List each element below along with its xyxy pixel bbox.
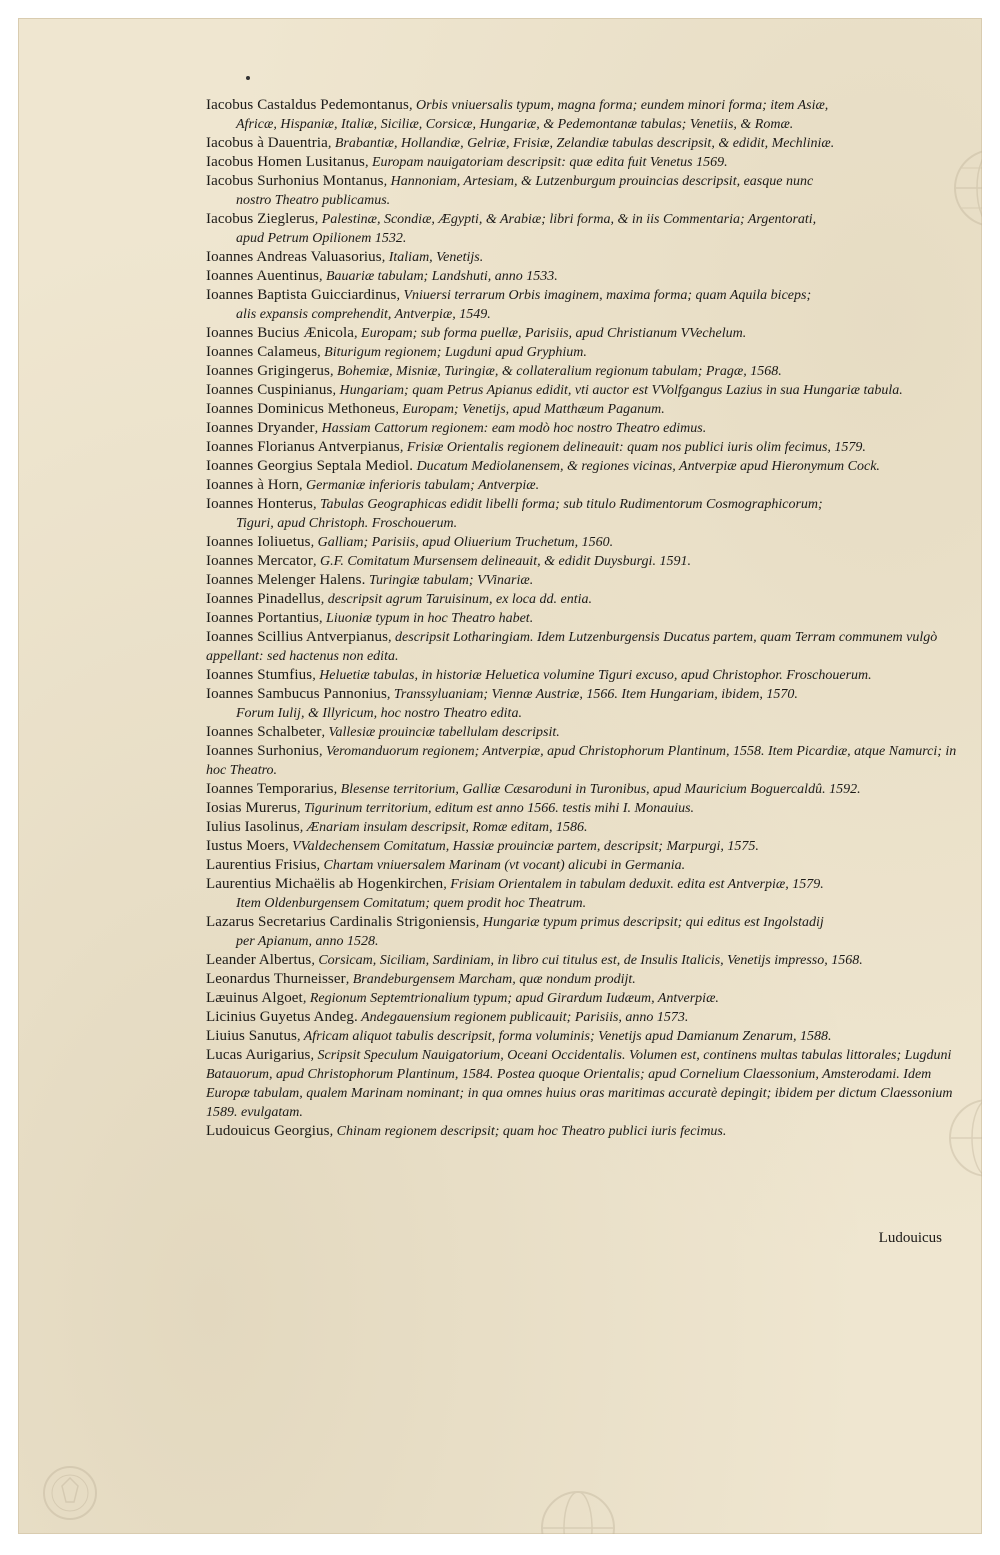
author-entry: [206, 134, 966, 153]
author-name: Ioannes Pinadellus: [206, 591, 321, 607]
author-name: Iacobus Zieglerus: [206, 211, 315, 227]
author-name: Lazarus Secretarius Cardinalis Strigoniensis: [206, 914, 476, 930]
description-continuation: Forum Iulij, & Illyricum, hoc nostro Theatro edita.: [236, 706, 522, 721]
map-description: , Regionum Septemtrionalium typum; apud Girardum Iudæum, Antverpiæ.: [302, 991, 719, 1006]
author-entry: [206, 1027, 966, 1046]
description-continuation: Item Oldenburgensem Comitatum; quem prodit hoc Theatrum.: [236, 896, 587, 911]
author-name: Læuinus Algoet: [206, 990, 303, 1006]
map-description: , Brandeburgensem Marcham, quæ nondum prodijt.: [345, 972, 636, 987]
author-entry: [206, 267, 966, 286]
author-entry: [206, 552, 966, 571]
author-name: Iacobus Homen Lusitanus: [206, 154, 365, 170]
author-entry: [206, 590, 966, 609]
author-entry: [206, 780, 966, 799]
map-description: , Galliam; Parisiis, apud Oliuerium Truchetum, 1560.: [310, 535, 614, 550]
author-entry: [206, 1122, 966, 1141]
map-description: , VValdechensem Comitatum, Hassiæ prouinciæ partem, descripsit; Marpurgi, 1575.: [285, 839, 759, 854]
catchword: Ludouicus: [878, 1230, 942, 1246]
author-entry: [206, 248, 966, 267]
author-name: Ioannes Andreas Valuasorius: [206, 249, 382, 265]
author-entry: [206, 628, 966, 666]
author-entry: [206, 609, 966, 628]
map-description: , Chartam vniuersalem Marinam (vt vocant) alicubi in Germania.: [316, 858, 686, 873]
description-continuation: Tiguri, apud Christoph. Froschouerum.: [236, 516, 458, 531]
map-description: Andegauensium regionem publicauit; Parisiis, anno 1573.: [357, 1010, 689, 1025]
author-entry: [206, 457, 966, 476]
author-name: Ioannes Calameus: [206, 344, 318, 360]
author-name: Ioannes Scillius Antverpianus: [206, 629, 389, 645]
ink-dot: [246, 76, 250, 80]
author-name: Iustus Moers: [206, 838, 286, 854]
author-entry: [206, 742, 966, 780]
author-entry: [206, 286, 966, 324]
author-name: Iulius Iasolinus: [206, 819, 300, 835]
map-description: , Brabantiæ, Hollandiæ, Gelriæ, Frisiæ, Zelandiæ tabulas descripsit, & edidit, Mechliniæ.: [327, 136, 835, 151]
author-entry: [206, 324, 966, 343]
map-description: , Vallesiæ prouinciæ tabellulam descripsit.: [321, 725, 560, 740]
author-entry: [206, 837, 966, 856]
map-description: , Hungariam; quam Petrus Apianus edidit, vti auctor est VVolfgangus Lazius in sua Hungariæ tabula.: [332, 383, 903, 398]
author-name: Ioannes Honterus: [206, 496, 313, 512]
author-entry: [206, 856, 966, 875]
author-entry: [206, 571, 966, 590]
author-entry: [206, 875, 966, 913]
author-entry: [206, 438, 966, 457]
map-description: , G.F. Comitatum Mursensem delineauit, & edidit Duysburgi. 1591.: [312, 554, 691, 569]
map-description: , Scripsit Speculum Nauigatorium, Oceani Occidentalis. Volumen est, continens multas tabulas littorales; Lugduni Batauorum, apud Christophorum Plantinum, 1584. Postea quoque Orientalis; apud Cornelium Claessonium, Amsterodami. Idem Europæ tabulam, qualem Marinam nominant; in qua omnes huius oras maritimas accuratè depingit; ibidem per dictum Claessonium 1589. evulgatam.: [206, 1048, 953, 1120]
description-continuation: Africæ, Hispaniæ, Italiæ, Siciliæ, Corsicæ, Hungariæ, & Pedemontanæ tabulas; Venetiis, & Romæ.: [236, 117, 794, 132]
map-description: , Vniuersi terrarum Orbis imaginem, maxima forma; quam Aquila biceps;: [396, 288, 812, 303]
map-description: , Corsicam, Siciliam, Sardiniam, in libro cui titulus est, de Insulis Italicis, Venetijs impresso, 1568.: [311, 953, 863, 968]
author-entry: [206, 495, 966, 533]
author-entry: [206, 400, 966, 419]
author-name: Ioannes Baptista Guicciardinus: [206, 287, 397, 303]
author-name: Ioannes Dominicus Methoneus: [206, 401, 396, 417]
map-description: , Frisiam Orientalem in tabulam deduxit. edita est Antverpiæ, 1579.: [443, 877, 824, 892]
map-description: , Europam; sub forma puellæ, Parisiis, apud Christianum VVechelum.: [354, 326, 747, 341]
author-entry: [206, 970, 966, 989]
author-name: Lucas Aurigarius: [206, 1047, 311, 1063]
globe-watermark-icon: [953, 138, 982, 238]
author-name: Licinius Guyetus Andeg.: [206, 1009, 358, 1025]
globe-watermark-icon: [538, 1488, 618, 1534]
map-description: , Transsyluaniam; Viennæ Austriæ, 1566. Item Hungariam, ibidem, 1570.: [386, 687, 798, 702]
map-description: , Ænariam insulam descripsit, Romæ editam, 1586.: [299, 820, 588, 835]
author-entry: [206, 685, 966, 723]
author-name: Ludouicus Georgius: [206, 1123, 330, 1139]
author-name: Ioannes Georgius Septala Mediol.: [206, 458, 414, 474]
map-description: , Hassiam Cattorum regionem: eam modò hoc nostro Theatro edimus.: [314, 421, 707, 436]
globe-watermark-icon: [948, 1088, 982, 1188]
map-description: , Liuoniæ typum in hoc Theatro habet.: [319, 611, 534, 626]
map-description: , Heluetiæ tabulas, in historiæ Heluetica volumine Tiguri excuso, apud Christophor. Froschouerum.: [312, 668, 872, 683]
map-description: , Hungariæ typum primus descripsit; qui editus est Ingolstadij: [475, 915, 824, 930]
author-name: Liuius Sanutus: [206, 1028, 297, 1044]
author-entry: [206, 476, 966, 495]
author-name: Iacobus Castaldus Pedemontanus: [206, 97, 409, 113]
map-description: , descripsit Lotharingiam. Idem Lutzenburgensis Ducatus partem, quam Terram communem vulgò appellant: sed hactenus non edita.: [206, 630, 938, 664]
map-description: , Africam aliquot tabulis descripsit, forma voluminis; Venetijs apud Damianum Zenarum, 1588.: [297, 1029, 832, 1044]
description-continuation: nostro Theatro publicamus.: [236, 193, 391, 208]
book-page: [18, 18, 982, 1534]
map-description: Ducatum Mediolanensem, & regiones vicinas, Antverpiæ apud Hieronymum Cock.: [413, 459, 880, 474]
description-continuation: per Apianum, anno 1528.: [236, 934, 379, 949]
map-description: , Palestinæ, Scondiæ, Ægypti, & Arabiæ; libri forma, & in iis Commentaria; Argentorati,: [314, 212, 817, 227]
author-entry: [206, 723, 966, 742]
author-entry: [206, 1046, 966, 1122]
map-description: , Germaniæ inferioris tabulam; Antverpiæ.: [299, 478, 540, 493]
map-description: , descripsit agrum Taruisinum, ex loca dd. entia.: [320, 592, 593, 607]
author-name: Leonardus Thurneisser: [206, 971, 346, 987]
map-description: , Veromanduorum regionem; Antverpiæ, apud Christophorum Plantinum, 1558. Item Picardiæ, atque Namurci; in hoc Theatro.: [206, 744, 957, 778]
author-name: Leander Albertus: [206, 952, 312, 968]
author-entry: [206, 666, 966, 685]
map-description: Turingiæ tabulam; VVinariæ.: [365, 573, 534, 588]
author-name: Ioannes Cuspinianus: [206, 382, 333, 398]
author-name: Ioannes Grigingerus: [206, 363, 330, 379]
map-description: , Europam nauigatoriam descripsit: quæ edita fuit Venetus 1569.: [364, 155, 728, 170]
map-description: , Biturigum regionem; Lugduni apud Gryphium.: [317, 345, 587, 360]
author-entry: [206, 362, 966, 381]
author-entry: [206, 96, 966, 134]
author-name: Ioannes Surhonius: [206, 743, 319, 759]
map-description: , Chinam regionem descripsit; quam hoc Theatro publici iuris fecimus.: [329, 1124, 727, 1139]
author-name: Ioannes à Horn: [206, 477, 300, 493]
author-name: Ioannes Schalbeter: [206, 724, 322, 740]
author-name: Ioannes Ioliuetus: [206, 534, 311, 550]
author-entry: [206, 153, 966, 172]
map-description: , Orbis vniuersalis typum, magna forma; eundem minori forma; item Asiæ,: [408, 98, 829, 113]
author-entry: [206, 951, 966, 970]
description-continuation: apud Petrum Opilionem 1532.: [236, 231, 407, 246]
author-entry: [206, 913, 966, 951]
author-entry: [206, 210, 966, 248]
map-description: , Europam; Venetijs, apud Matthæum Paganum.: [395, 402, 665, 417]
author-name: Iacobus Surhonius Montanus: [206, 173, 384, 189]
author-name: Ioannes Stumfius: [206, 667, 313, 683]
map-description: , Frisiæ Orientalis regionem delineauit: quam nos publici iuris olim fecimus, 1579.: [399, 440, 866, 455]
map-description: , Tabulas Geographicas edidit libelli forma; sub titulo Rudimentorum Cosmographicorum;: [313, 497, 823, 512]
author-name: Ioannes Temporarius: [206, 781, 334, 797]
author-name: Laurentius Michaëlis ab Hogenkirchen: [206, 876, 444, 892]
map-description: , Italiam, Venetijs.: [381, 250, 484, 265]
author-entry-list: [206, 96, 966, 1141]
author-entry: [206, 818, 966, 837]
author-entry: [206, 799, 966, 818]
map-description: , Blesense territorium, Galliæ Cæsaroduni in Turonibus, apud Mauricium Boguercaldû. 1592.: [333, 782, 861, 797]
author-entry: [206, 381, 966, 400]
author-name: Ioannes Melenger Halens.: [206, 572, 366, 588]
author-entry: [206, 533, 966, 552]
description-continuation: alis expansis comprehendit, Antverpiæ, 1549.: [236, 307, 491, 322]
library-seal-watermark-icon: [40, 1458, 100, 1528]
author-name: Iacobus à Dauentria: [206, 135, 328, 151]
author-entry: [206, 172, 966, 210]
author-name: Ioannes Dryander: [206, 420, 315, 436]
author-name: Ioannes Bucius Ænicola: [206, 325, 355, 341]
map-description: , Bauariæ tabulam; Landshuti, anno 1533.: [318, 269, 558, 284]
author-name: Ioannes Sambucus Pannonius: [206, 686, 387, 702]
author-name: Ioannes Mercator: [206, 553, 313, 569]
author-name: Laurentius Frisius: [206, 857, 317, 873]
map-description: , Bohemiæ, Misniæ, Turingiæ, & collateralium regionum tabulam; Pragæ, 1568.: [329, 364, 782, 379]
author-name: Ioannes Portantius: [206, 610, 320, 626]
map-description: , Tigurinum territorium, editum est anno 1566. testis mihi I. Monauius.: [296, 801, 695, 816]
author-entry: [206, 1008, 966, 1027]
author-name: Iosias Murerus: [206, 800, 297, 816]
author-name: Ioannes Florianus Antverpianus: [206, 439, 400, 455]
author-entry: [206, 343, 966, 362]
map-description: , Hannoniam, Artesiam, & Lutzenburgum prouincias descripsit, easque nunc: [383, 174, 814, 189]
author-entry: [206, 989, 966, 1008]
author-entry: [206, 419, 966, 438]
author-name: Ioannes Auentinus: [206, 268, 319, 284]
